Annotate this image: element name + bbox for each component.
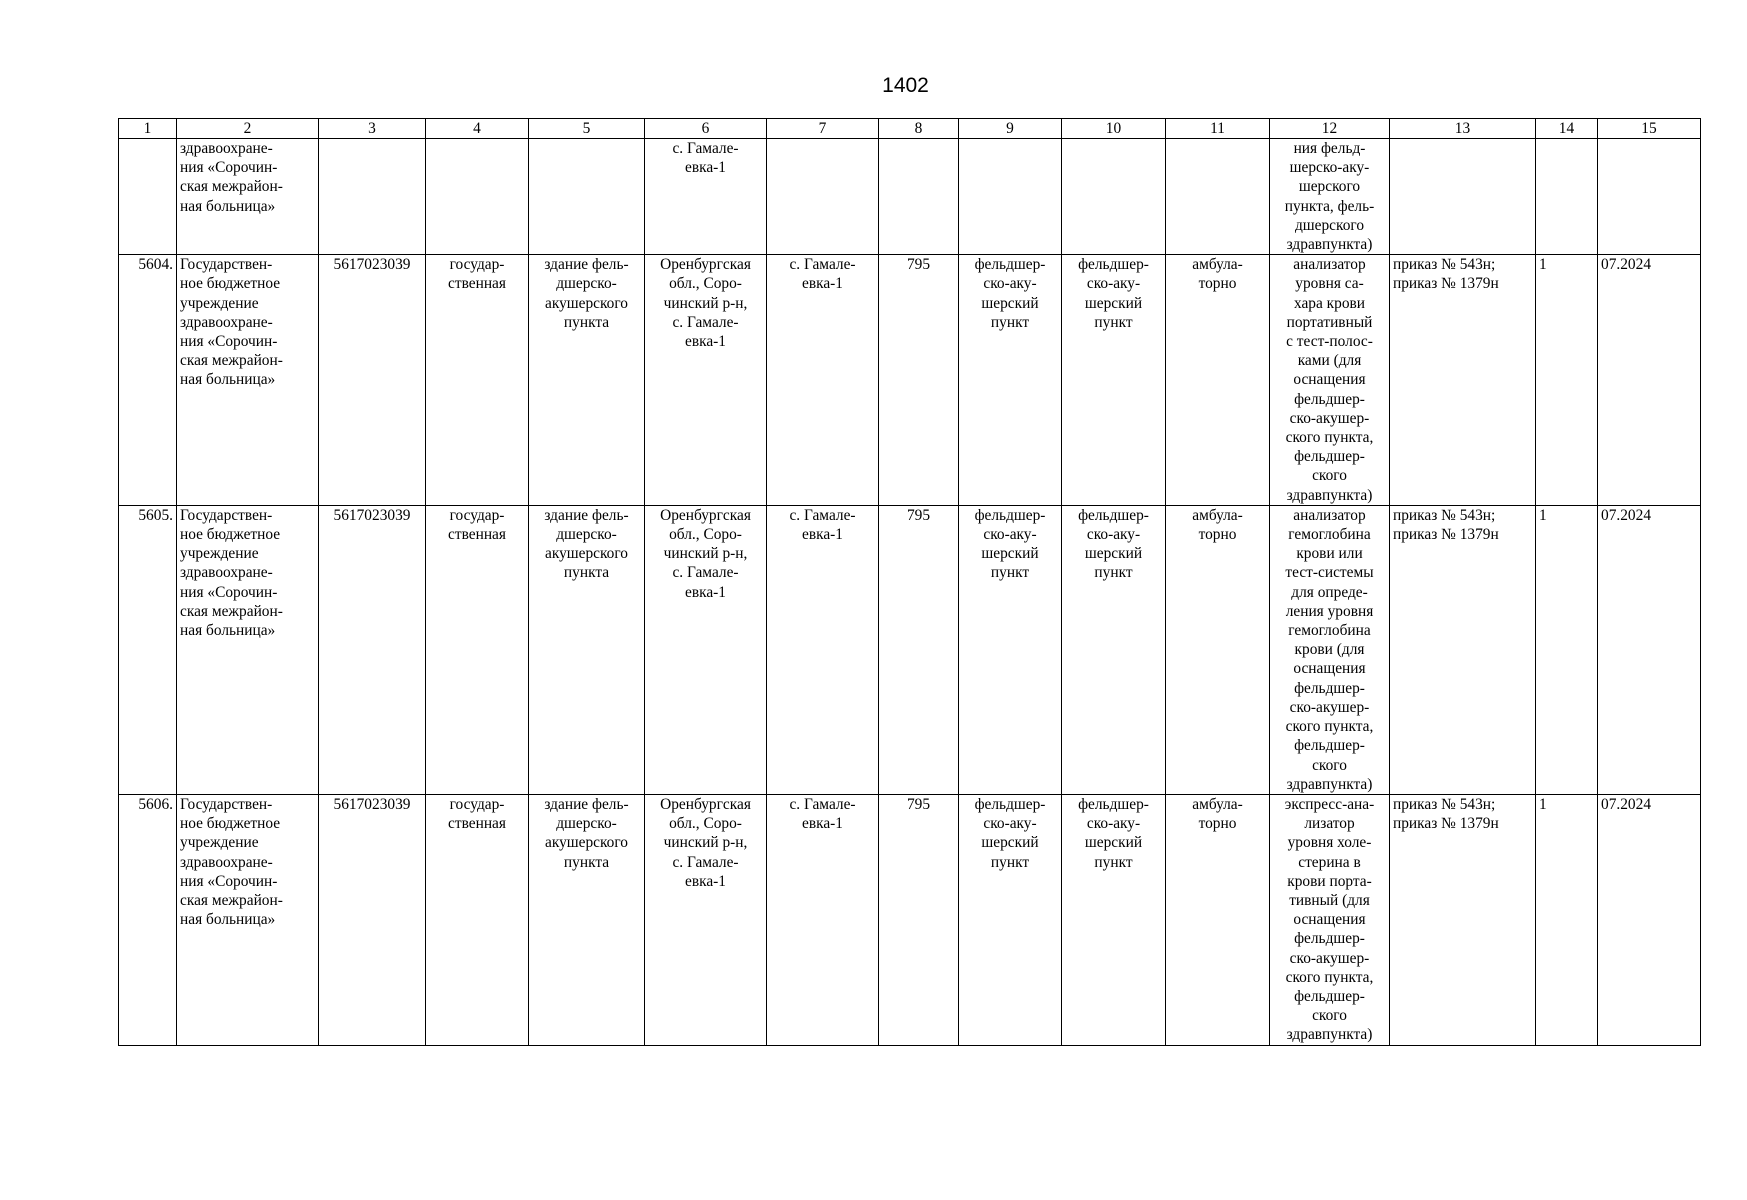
table-cell-settlement: с. Гамале- евка-1	[767, 255, 879, 506]
column-header: 4	[426, 119, 529, 139]
table-cell-organization: здравоохране- ния «Сорочин- ская межрайон- ная больница»	[177, 139, 319, 255]
table-cell-date: 07.2024	[1598, 255, 1701, 506]
column-header: 1	[119, 119, 177, 139]
table-cell-address: Оренбургская обл., Соро- чинский р-н, с. Гамале- евка-1	[645, 794, 767, 1045]
column-header: 8	[879, 119, 959, 139]
table-cell-population: 795	[879, 505, 959, 794]
table-cell-date: 07.2024	[1598, 794, 1701, 1045]
table-cell-equipment: анализатор уровня са- хара крови портативный с тест-полос- ками (для оснащения фельдшер- ско-акушер- ского пункта, фельдшер- ского здравпункта)	[1270, 255, 1390, 506]
table-cell-quantity: 1	[1536, 505, 1598, 794]
table-cell-unit-type: фельдшер- ско-аку- шерский пункт	[1062, 255, 1166, 506]
table-cell-address: Оренбургская обл., Соро- чинский р-н, с. Гамале- евка-1	[645, 255, 767, 506]
table-cell-unit-type: фельдшер- ско-аку- шерский пункт	[959, 794, 1062, 1045]
table-cell-care-conditions: амбула- торно	[1166, 794, 1270, 1045]
table-cell-quantity	[1536, 139, 1598, 255]
table-cell-building: здание фель- дшерско- акушерского пункта	[529, 255, 645, 506]
table-cell-building	[529, 139, 645, 255]
table-cell-organization: Государствен- ное бюджетное учреждение здравоохране- ния «Сорочин- ская межрайон- ная больница»	[177, 255, 319, 506]
table-cell-equipment: анализатор гемоглобина крови или тест-системы для опреде- ления уровня гемоглобина крови (для оснащения фельдшер- ско-акушер- ского пункта, фельдшер- ского здравпункта)	[1270, 505, 1390, 794]
table-cell-address: с. Гамале- евка-1	[645, 139, 767, 255]
table-cell-settlement	[767, 139, 879, 255]
table-cell-ownership: государ- ственная	[426, 505, 529, 794]
registry-table	[118, 118, 1701, 1046]
table-cell-order	[1390, 139, 1536, 255]
table-cell-settlement: с. Гамале- евка-1	[767, 505, 879, 794]
table-cell-quantity: 1	[1536, 794, 1598, 1045]
table-cell-population: 795	[879, 794, 959, 1045]
table-cell-number: 5604.	[119, 255, 177, 506]
page-number: 1402	[882, 74, 929, 97]
table-cell-inn: 5617023039	[319, 255, 426, 506]
table-cell-ownership: государ- ственная	[426, 794, 529, 1045]
table-cell-date	[1598, 139, 1701, 255]
table-header-row	[119, 119, 1701, 139]
column-header: 3	[319, 119, 426, 139]
table-cell-population: 795	[879, 255, 959, 506]
table-cell-unit-type: фельдшер- ско-аку- шерский пункт	[959, 255, 1062, 506]
column-header: 11	[1166, 119, 1270, 139]
table-cell-settlement: с. Гамале- евка-1	[767, 794, 879, 1045]
table-row	[119, 794, 1701, 1045]
column-header: 6	[645, 119, 767, 139]
column-header: 10	[1062, 119, 1166, 139]
table-cell-inn: 5617023039	[319, 505, 426, 794]
column-header: 15	[1598, 119, 1701, 139]
table-cell-care-conditions: амбула- торно	[1166, 505, 1270, 794]
column-header: 13	[1390, 119, 1536, 139]
table-row	[119, 255, 1701, 506]
table-cell-order: приказ № 543н; приказ № 1379н	[1390, 255, 1536, 506]
column-header: 2	[177, 119, 319, 139]
table-cell-equipment: экспресс-ана- лизатор уровня холе- стерина в крови порта- тивный (для оснащения фельдшер- ско-акушер- ского пункта, фельдшер- ского здравпункта)	[1270, 794, 1390, 1045]
column-header: 9	[959, 119, 1062, 139]
table-cell-care-conditions	[1166, 139, 1270, 255]
table-cell-building: здание фель- дшерско- акушерского пункта	[529, 794, 645, 1045]
table-cell-number: 5606.	[119, 794, 177, 1045]
table-cell-ownership	[426, 139, 529, 255]
table-cell-unit-type: фельдшер- ско-аку- шерский пункт	[1062, 794, 1166, 1045]
table-cell-organization: Государствен- ное бюджетное учреждение здравоохране- ния «Сорочин- ская межрайон- ная больница»	[177, 505, 319, 794]
column-header: 7	[767, 119, 879, 139]
table-cell-date: 07.2024	[1598, 505, 1701, 794]
table-cell-number: 5605.	[119, 505, 177, 794]
table-cell-unit-type: фельдшер- ско-аку- шерский пункт	[959, 505, 1062, 794]
table-cell-inn	[319, 139, 426, 255]
column-header: 5	[529, 119, 645, 139]
column-header: 14	[1536, 119, 1598, 139]
table-cell-unit-type: фельдшер- ско-аку- шерский пункт	[1062, 505, 1166, 794]
table-cell-ownership: государ- ственная	[426, 255, 529, 506]
column-header: 12	[1270, 119, 1390, 139]
table-row	[119, 139, 1701, 255]
table-cell-unit-type	[1062, 139, 1166, 255]
table-cell-order: приказ № 543н; приказ № 1379н	[1390, 794, 1536, 1045]
table-cell-order: приказ № 543н; приказ № 1379н	[1390, 505, 1536, 794]
table-cell-building: здание фель- дшерско- акушерского пункта	[529, 505, 645, 794]
table-cell-organization: Государствен- ное бюджетное учреждение здравоохране- ния «Сорочин- ская межрайон- ная больница»	[177, 794, 319, 1045]
table-cell-address: Оренбургская обл., Соро- чинский р-н, с. Гамале- евка-1	[645, 505, 767, 794]
table-cell-care-conditions: амбула- торно	[1166, 255, 1270, 506]
table-row	[119, 505, 1701, 794]
table-cell-quantity: 1	[1536, 255, 1598, 506]
table-cell-population	[879, 139, 959, 255]
table-cell-inn: 5617023039	[319, 794, 426, 1045]
table-cell-number	[119, 139, 177, 255]
table-cell-unit-type	[959, 139, 1062, 255]
table-cell-equipment: ния фельд- шерско-аку- шерского пункта, фель- дшерского здравпункта)	[1270, 139, 1390, 255]
